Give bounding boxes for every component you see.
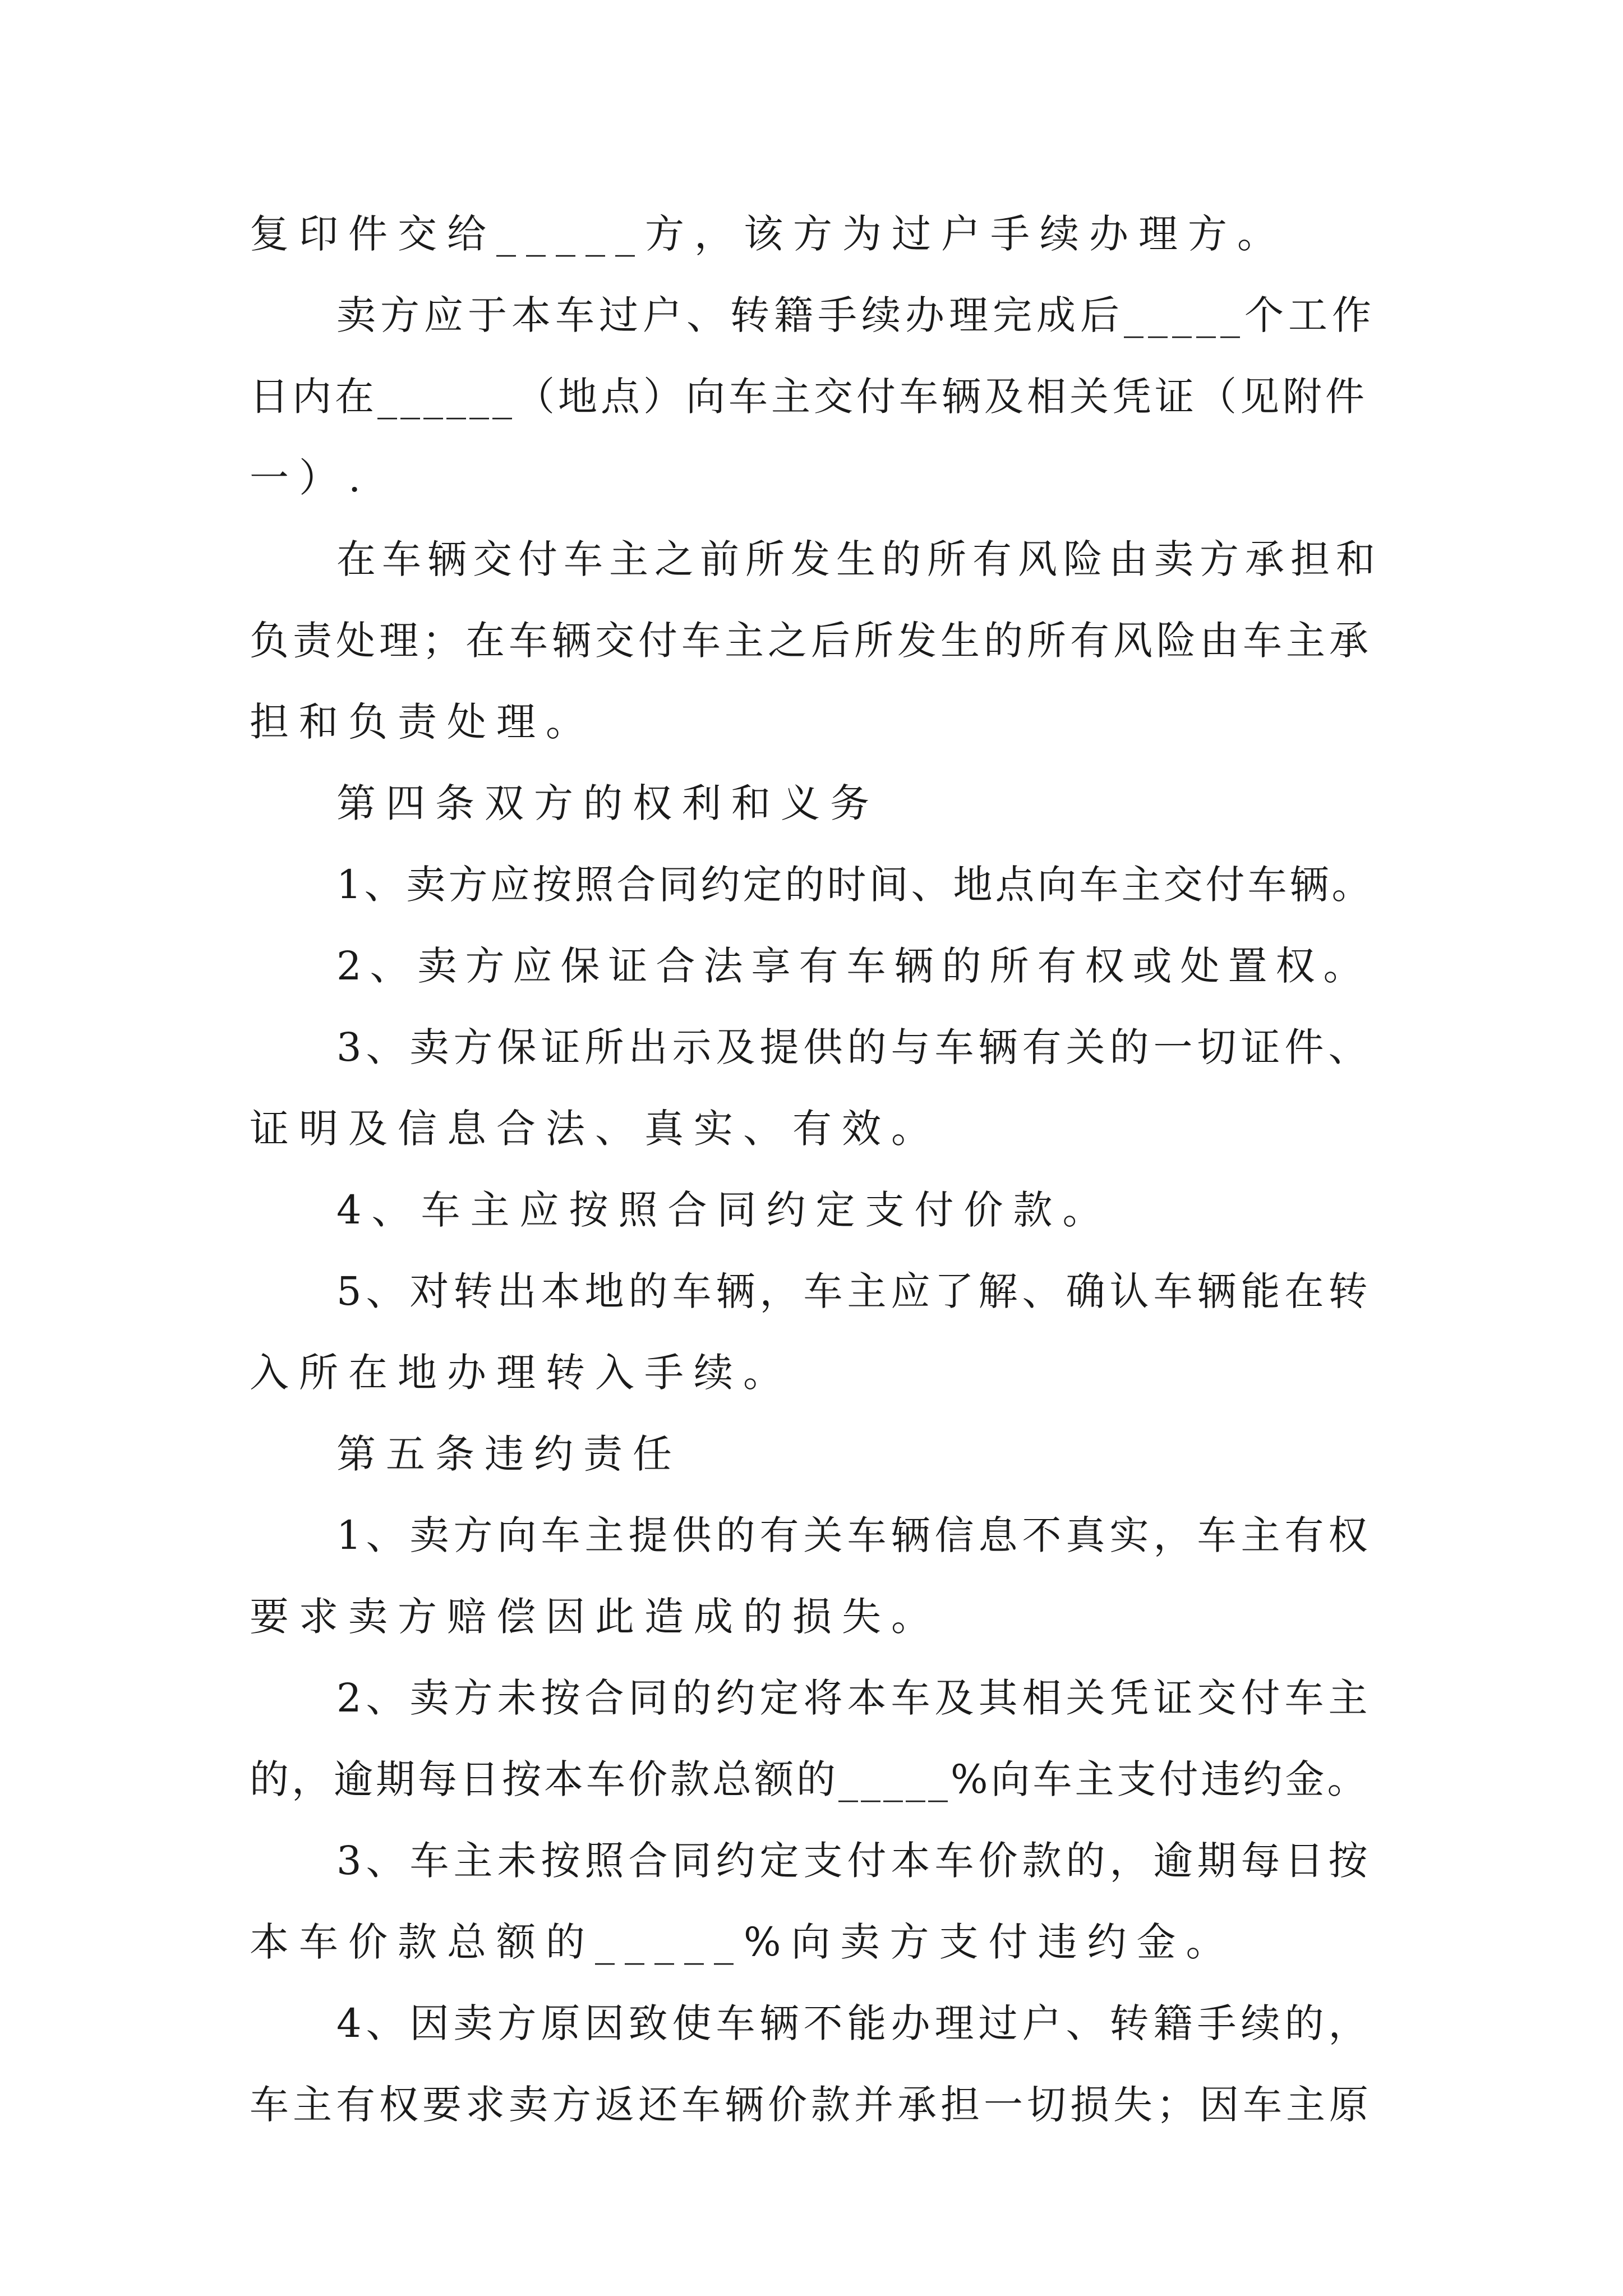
text-line: 负责处理；在车辆交付车主之后所发生的所有风险由车主承 bbox=[250, 618, 1372, 664]
text-line: 证明及信息合法、真实、有效。 bbox=[250, 1106, 940, 1152]
text-line: 卖方应于本车过户、转籍手续办理完成后_____个工作 bbox=[336, 292, 1376, 338]
section-heading: 第四条双方的权利和义务 bbox=[336, 780, 879, 826]
text-line: 复印件交给_____方，该方为过户手续办理方。 bbox=[250, 211, 1287, 257]
text-line: 4、车主应按照合同约定支付价款。 bbox=[336, 1187, 1112, 1233]
text-line: 要求卖方赔偿因此造成的损失。 bbox=[250, 1594, 940, 1640]
text-line: 4、因卖方原因致使车辆不能办理过户、转籍手续的， bbox=[336, 2000, 1372, 2046]
text-line: 1、卖方向车主提供的有关车辆信息不真实，车主有权 bbox=[336, 1512, 1372, 1558]
text-line: 入所在地办理转入手续。 bbox=[250, 1350, 792, 1396]
text-line: 一）. bbox=[250, 455, 371, 501]
text-line: 的，逾期每日按本车价款总额的_____%向车主支付违约金。 bbox=[250, 1756, 1370, 1802]
text-line: 在车辆交付车主之前所发生的所有风险由卖方承担和 bbox=[336, 536, 1381, 582]
text-line: 本车价款总额的_____%向卖方支付违约金。 bbox=[250, 1919, 1235, 1965]
section-heading: 第五条违约责任 bbox=[336, 1431, 682, 1477]
text-line: 担和负责处理。 bbox=[250, 699, 595, 745]
text-line: 2、卖方未按合同的约定将本车及其相关凭证交付车主 bbox=[336, 1675, 1372, 1721]
text-line: 2、卖方应保证合法享有车辆的所有权或处置权。 bbox=[336, 943, 1371, 989]
text-line: 1、卖方应按照合同约定的时间、地点向车主交付车辆。 bbox=[336, 862, 1374, 908]
text-line: 3、车主未按照合同约定支付本车价款的，逾期每日按 bbox=[336, 1838, 1372, 1884]
text-line: 车主有权要求卖方返还车辆价款并承担一切损失；因车主原 bbox=[250, 2082, 1372, 2128]
text-line: 5、对转出本地的车辆，车主应了解、确认车辆能在转 bbox=[336, 1268, 1372, 1314]
text-line: 3、卖方保证所出示及提供的与车辆有关的一切证件、 bbox=[336, 1024, 1372, 1070]
text-line: 日内在______（地点）向车主交付车辆及相关凭证（见附件 bbox=[250, 374, 1368, 420]
